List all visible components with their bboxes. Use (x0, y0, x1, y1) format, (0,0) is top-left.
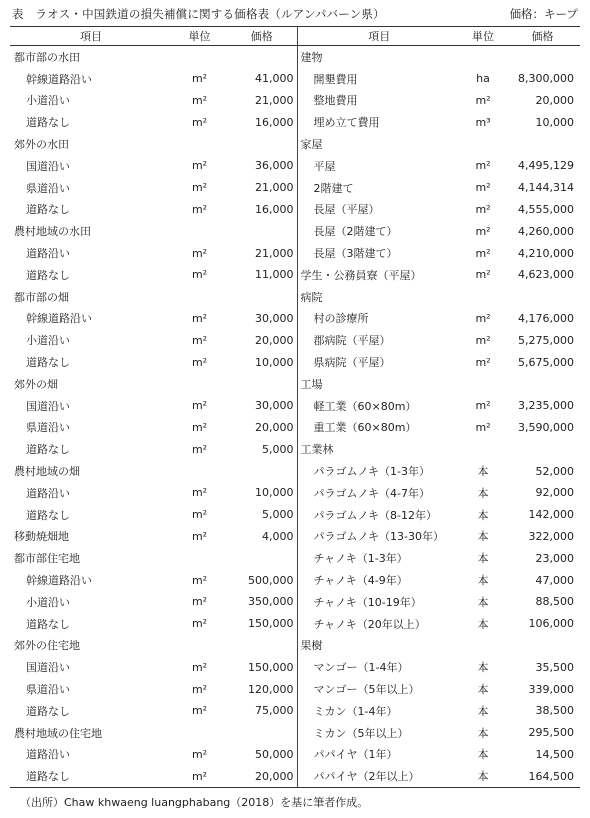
right-price-cell: 164,500 (505, 765, 580, 787)
right-price-cell: 106,000 (528, 617, 574, 631)
right-item-cell: 果樹 (300, 639, 323, 653)
left-item-cell: 道路なし (10, 765, 172, 787)
right-item-cell: パラゴムノキ（1-3年） (313, 465, 431, 479)
right-item-cell: 建物 (300, 50, 323, 64)
left-item-cell: 道路なし (26, 443, 70, 457)
left-item-cell: 国道沿い (26, 159, 70, 173)
right-item-cell: 開墾費用 (313, 72, 358, 86)
left-unit-cell: m² (191, 115, 208, 129)
table-row (10, 46, 580, 68)
right-unit-cell (461, 133, 505, 155)
table-row (10, 700, 580, 722)
left-price-cell: 150,000 (227, 656, 297, 678)
left-price-cell: 500,000 (227, 569, 297, 591)
table-row (10, 744, 580, 766)
left-price-cell: 20,000 (227, 417, 297, 439)
right-price-cell (505, 373, 580, 395)
right-price-cell: 142,000 (528, 508, 574, 522)
right-price-cell: 295,500 (528, 726, 574, 740)
left-unit-cell: m² (191, 72, 208, 86)
right-price-cell: 4,144,314 (518, 181, 574, 195)
right-unit-cell: m³ (475, 115, 491, 129)
left-item-cell: 小道沿い (26, 94, 70, 108)
right-price-cell: 4,623,000 (518, 268, 574, 282)
header-right-unit: 単位 (461, 27, 505, 46)
right-unit-cell (461, 46, 505, 68)
left-price-cell (227, 133, 297, 155)
right-item-cell: 学生・公務員寮（平屋） (300, 268, 422, 282)
right-unit-cell: 本 (477, 508, 489, 522)
left-price-cell: 30,000 (227, 395, 297, 417)
left-price-cell (227, 635, 297, 657)
left-unit-cell: m² (191, 333, 208, 347)
right-item-cell: パラゴムノキ（4-7年） (313, 486, 431, 500)
left-price-cell: 11,000 (227, 264, 297, 286)
table-row (10, 765, 580, 787)
left-price-cell: 21,000 (227, 90, 297, 112)
right-unit-cell: m² (475, 311, 491, 325)
left-unit-cell: m² (172, 765, 227, 787)
table-row (10, 199, 580, 221)
right-price-cell: 5,675,000 (518, 355, 574, 369)
table-row (10, 264, 580, 286)
right-price-cell (505, 286, 580, 308)
table-row (10, 155, 580, 177)
left-unit-cell: m² (191, 159, 208, 173)
right-price-cell: 38,500 (535, 704, 574, 718)
left-item-cell: 県道沿い (26, 421, 70, 435)
table-row (10, 613, 580, 635)
left-price-cell: 21,000 (227, 177, 297, 199)
header-left-unit: 単位 (172, 27, 227, 46)
left-item-cell: 郊外の住宅地 (14, 639, 80, 653)
right-unit-cell: 本 (477, 704, 489, 718)
right-price-cell: 322,000 (528, 529, 574, 543)
table-body (10, 46, 580, 788)
header-left-price: 価格 (227, 27, 297, 46)
left-unit-cell: m² (191, 704, 208, 718)
left-item-cell: 都市部の水田 (14, 50, 80, 64)
left-unit-cell: m² (191, 617, 208, 631)
table-header-row (10, 27, 580, 46)
right-unit-cell: m² (475, 268, 491, 282)
right-price-cell: 23,000 (535, 551, 574, 565)
right-unit-cell: ha (476, 72, 490, 86)
left-price-cell: 5,000 (227, 504, 297, 526)
left-item-cell: 県道沿い (26, 683, 70, 696)
right-unit-cell: 本 (461, 765, 505, 787)
right-unit-cell: 本 (477, 486, 489, 500)
right-price-cell: 52,000 (535, 464, 574, 478)
right-item-cell: 家屋 (300, 138, 323, 152)
table-row (10, 329, 580, 351)
table-title: 表 ラオス・中国鉄道の損失補償に関する価格表（ルアンパバーン県） (12, 7, 385, 21)
table-row (10, 417, 580, 439)
right-price-cell (505, 635, 580, 657)
right-unit-cell: 本 (477, 552, 489, 566)
left-item-cell: 道路沿い (26, 748, 70, 762)
price-table (10, 26, 580, 788)
left-item-cell: 道路沿い (26, 486, 70, 500)
right-unit-cell: 本 (477, 617, 489, 631)
right-price-cell: 4,495,129 (518, 159, 574, 173)
table-row (10, 460, 580, 482)
left-item-cell: 農村地域の畑 (14, 465, 80, 479)
right-unit-cell: m² (475, 355, 491, 369)
table-row (10, 482, 580, 504)
left-price-cell: 75,000 (227, 700, 297, 722)
right-price-cell: 8,300,000 (518, 72, 574, 86)
right-item-cell: チャノキ（4-9年） (313, 574, 408, 588)
left-unit-cell: m² (191, 355, 208, 369)
right-item-cell: 県病院（平屋） (313, 356, 391, 370)
left-item-cell: 小道沿い (26, 334, 70, 348)
right-price-cell: 10,000 (535, 115, 574, 129)
price-unit-note: 価格：キープ (509, 7, 578, 21)
table-row (10, 569, 580, 591)
header-right-price: 価格 (505, 27, 580, 46)
right-item-cell: 平屋 (313, 159, 336, 173)
left-item-cell: 都市部の畑 (14, 290, 69, 304)
left-price-cell (227, 460, 297, 482)
right-price-cell: 4,176,000 (518, 311, 574, 325)
table-row (10, 722, 580, 744)
right-price-cell: 20,000 (535, 93, 574, 107)
left-item-cell: 農村地域の水田 (14, 225, 91, 239)
right-price-cell: 35,500 (535, 660, 574, 674)
right-unit-cell: 本 (477, 726, 489, 740)
right-item-cell: 工場 (300, 377, 323, 391)
table-row (10, 395, 580, 417)
left-item-cell: 国道沿い (26, 661, 70, 675)
left-price-cell: 10,000 (227, 351, 297, 373)
table-row (10, 591, 580, 613)
left-unit-cell: m² (191, 268, 208, 282)
right-unit-cell: 本 (477, 530, 489, 544)
right-unit-cell: m² (475, 224, 491, 238)
right-unit-cell: 本 (477, 683, 489, 696)
table-row (10, 547, 580, 569)
right-price-cell: 4,260,000 (518, 224, 574, 238)
table-row (10, 373, 580, 395)
left-unit-cell: m² (191, 420, 208, 434)
left-price-cell (227, 220, 297, 242)
left-unit-cell: m² (191, 181, 208, 195)
left-unit-cell (172, 635, 227, 657)
left-price-cell: 30,000 (227, 308, 297, 330)
right-item-cell: パラゴムノキ（8-12年） (313, 508, 438, 522)
table-title-row (12, 6, 578, 24)
right-item-cell: マンゴー（1-4年） (313, 661, 409, 675)
right-price-cell: 92,000 (535, 486, 574, 500)
table-row (10, 90, 580, 112)
right-item-cell: 長屋（3階建て） (313, 247, 398, 261)
left-item-cell: 移動焼畑地 (14, 530, 69, 544)
right-item-cell: チャノキ（1-3年） (313, 552, 408, 566)
right-unit-cell: m² (475, 202, 491, 216)
left-price-cell (227, 46, 297, 68)
left-price-cell: 41,000 (227, 68, 297, 90)
right-unit-cell (461, 438, 505, 460)
left-unit-cell: m² (191, 595, 208, 609)
right-unit-cell: m² (475, 333, 491, 347)
left-item-cell: 郊外の水田 (14, 138, 69, 152)
right-item-cell: ミカン（5年以上） (313, 726, 409, 740)
left-unit-cell: m² (191, 508, 208, 522)
left-unit-cell: m² (191, 311, 208, 325)
left-price-cell: 5,000 (227, 438, 297, 460)
left-price-cell (227, 722, 297, 744)
right-price-cell: 3,235,000 (518, 399, 574, 413)
right-item-cell: チャノキ（10-19年） (313, 595, 422, 609)
right-item-cell: 病院 (300, 290, 323, 304)
left-item-cell: 道路なし (26, 116, 70, 130)
left-item-cell: 都市部住宅地 (14, 552, 80, 566)
header-left-item: 項目 (10, 27, 172, 46)
left-item-cell: 道路沿い (26, 247, 70, 261)
table-row (10, 504, 580, 526)
left-price-cell: 350,000 (227, 591, 297, 613)
right-unit-cell: 本 (477, 465, 489, 479)
right-item-cell: 整地費用 (313, 94, 358, 108)
right-item-cell: 埋め立て費用 (313, 116, 380, 130)
right-item-cell: ミカン（1-4年） (313, 704, 398, 718)
left-unit-cell: m² (191, 660, 208, 674)
right-price-cell: 47,000 (535, 573, 574, 587)
right-item-cell: パパイヤ（1年） (313, 748, 398, 762)
left-unit-cell (172, 547, 227, 569)
left-price-cell: 16,000 (227, 111, 297, 133)
left-price-cell: 4,000 (227, 526, 297, 548)
table-row (10, 678, 580, 700)
left-price-cell: 10,000 (227, 482, 297, 504)
source-note: （出所）Chaw khwaeng luangphabang（2018）を基に筆者作成。 (20, 796, 369, 809)
left-unit-cell: m² (191, 682, 208, 696)
table-row (10, 656, 580, 678)
right-price-cell: 14,500 (535, 747, 574, 761)
right-unit-cell: 本 (477, 595, 489, 609)
right-unit-cell: m² (475, 420, 491, 434)
left-item-cell: 県道沿い (26, 181, 70, 195)
right-item-cell: 長屋（2階建て） (313, 225, 398, 239)
left-item-cell: 道路なし (26, 356, 70, 370)
right-item-cell: 軽工業（60×80m） (313, 399, 417, 413)
right-unit-cell: m² (475, 399, 491, 413)
left-unit-cell: m² (191, 442, 208, 456)
left-item-cell: 幹線道路沿い (26, 72, 92, 86)
left-price-cell: 20,000 (227, 765, 297, 787)
right-price-cell (505, 46, 580, 68)
right-unit-cell: m² (475, 246, 491, 260)
left-price-cell: 36,000 (227, 155, 297, 177)
left-unit-cell: m² (191, 529, 208, 543)
left-unit-cell: m² (191, 202, 208, 216)
left-price-cell: 16,000 (227, 199, 297, 221)
left-unit-cell (172, 46, 227, 68)
left-price-cell: 20,000 (227, 329, 297, 351)
left-item-cell: 農村地域の住宅地 (14, 726, 102, 740)
right-item-cell: チャノキ（20年以上） (313, 617, 426, 631)
left-unit-cell (172, 373, 227, 395)
table-row (10, 220, 580, 242)
table-row (10, 242, 580, 264)
left-item-cell: 道路なし (26, 203, 70, 217)
right-item-cell: 郡病院（平屋） (313, 334, 391, 348)
left-unit-cell (172, 220, 227, 242)
left-item-cell: 小道沿い (26, 595, 70, 609)
right-price-cell: 4,210,000 (518, 246, 574, 260)
table-row (10, 351, 580, 373)
header-right-item: 項目 (297, 27, 461, 46)
right-unit-cell: m² (475, 181, 491, 195)
left-price-cell (227, 547, 297, 569)
left-item-cell: 道路なし (26, 268, 70, 282)
left-unit-cell (172, 460, 227, 482)
left-item-cell: 幹線道路沿い (26, 312, 92, 326)
left-unit-cell: m² (191, 573, 208, 587)
right-price-cell: 4,555,000 (518, 202, 574, 216)
left-item-cell: 道路なし (26, 617, 70, 631)
right-price-cell: 3,590,000 (518, 420, 574, 434)
right-unit-cell (461, 635, 505, 657)
right-item-cell: マンゴー（5年以上） (313, 683, 420, 696)
left-unit-cell (172, 722, 227, 744)
right-item-cell: 2階建て (313, 181, 354, 195)
right-item-cell: 長屋（平屋） (313, 203, 380, 217)
right-item-cell: 村の診療所 (313, 312, 369, 326)
left-price-cell: 21,000 (227, 242, 297, 264)
left-price-cell: 50,000 (227, 744, 297, 766)
right-item-cell: 重工業（60×80m） (313, 421, 417, 435)
right-unit-cell: 本 (477, 661, 489, 675)
left-price-cell: 150,000 (227, 613, 297, 635)
left-item-cell: 道路なし (26, 508, 70, 522)
table-row (10, 635, 580, 657)
table-row (10, 177, 580, 199)
table-row (10, 286, 580, 308)
table-row (10, 111, 580, 133)
right-unit-cell (461, 286, 505, 308)
left-price-cell (227, 286, 297, 308)
table-row (10, 308, 580, 330)
table-row (10, 438, 580, 460)
right-price-cell (505, 133, 580, 155)
right-price-cell (505, 438, 580, 460)
left-item-cell: 道路なし (26, 704, 70, 718)
table-row (10, 133, 580, 155)
right-unit-cell: 本 (477, 574, 489, 588)
right-item-cell: 工業林 (300, 443, 334, 457)
left-price-cell (227, 373, 297, 395)
table-row (10, 526, 580, 548)
left-unit-cell: m² (191, 93, 208, 107)
table-row (10, 68, 580, 90)
right-unit-cell: m² (475, 93, 491, 107)
right-item-cell: パパイヤ（2年以上） (297, 765, 461, 787)
right-unit-cell: m² (475, 159, 491, 173)
left-item-cell: 幹線道路沿い (26, 574, 92, 588)
right-price-cell: 339,000 (528, 682, 574, 696)
left-unit-cell: m² (191, 399, 208, 413)
right-price-cell: 88,500 (535, 595, 574, 609)
price-table-wrapper (10, 26, 580, 788)
left-unit-cell (172, 286, 227, 308)
right-unit-cell: 本 (477, 748, 489, 762)
left-unit-cell: m² (191, 747, 208, 761)
right-item-cell: パラゴムノキ（13-30年） (313, 530, 445, 544)
right-price-cell: 5,275,000 (518, 333, 574, 347)
left-unit-cell: m² (191, 246, 208, 260)
left-item-cell: 国道沿い (26, 399, 70, 413)
left-price-cell: 120,000 (227, 678, 297, 700)
left-unit-cell: m² (191, 486, 208, 500)
left-unit-cell (172, 133, 227, 155)
right-unit-cell (461, 373, 505, 395)
left-item-cell: 郊外の畑 (14, 377, 58, 391)
